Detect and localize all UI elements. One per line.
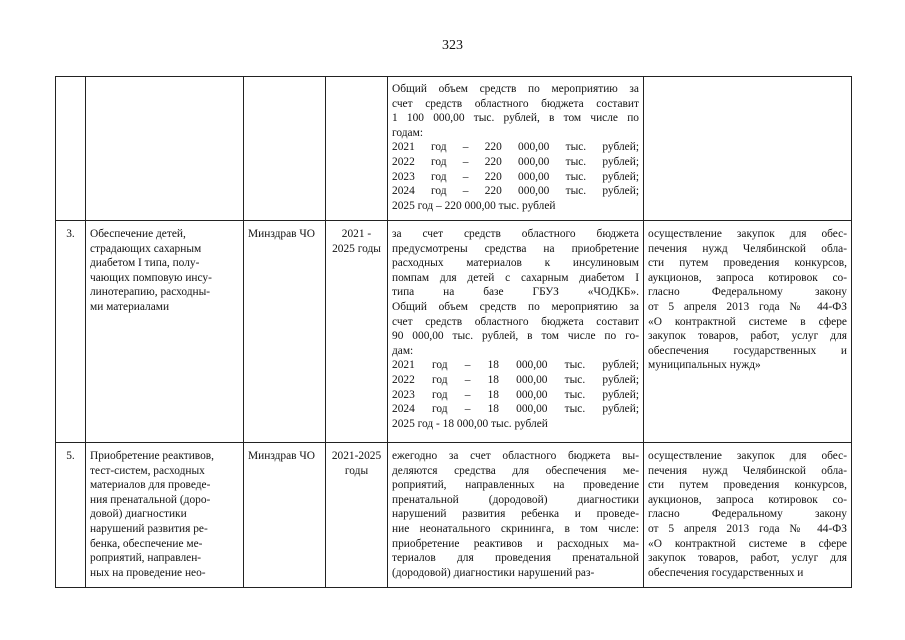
cell-text-line: ния пренатальной (доро- — [90, 493, 211, 506]
cell-text-line: «О контрактной системе в сфере — [648, 315, 847, 328]
cell-text-line: закупок товаров, работ, услуг для — [648, 552, 847, 565]
table-row — [56, 77, 852, 221]
cell-text-line: ных на проведение нео- — [90, 566, 206, 579]
measure-name-cell — [86, 77, 244, 221]
cell-text-line: бенка, обеспечение ме- — [90, 537, 203, 550]
cell-text-line: 2024 год – 220 000,00 тыс. рублей; — [392, 185, 639, 198]
cell-text-line: Общий объем средств по мероприятию за — [392, 300, 639, 313]
cell-text-line: Общий объем средств по мероприятию за — [392, 83, 639, 95]
cell-text-line: 2021 - — [341, 228, 372, 240]
description-cell — [388, 77, 644, 221]
cell-text-line: аукционов, запроса котировок со- — [648, 493, 847, 506]
cell-text-line: тест-систем, расходных — [90, 464, 205, 477]
cell-text-line: сти путем проведения конкурсов, — [648, 479, 847, 492]
period-cell — [326, 221, 388, 443]
cell-text-line: 2025 год – 220 000,00 тыс. рублей — [392, 199, 556, 212]
cell-text-line: обеспечения государственных и — [648, 566, 804, 579]
cell-text-line: роприятий, направлен- — [90, 552, 202, 565]
period-cell — [326, 443, 388, 588]
executor-cell: Минздрав ЧО — [244, 221, 326, 443]
row-number-cell: 3. — [56, 221, 86, 443]
cell-text-line: годы — [344, 464, 369, 477]
cell-text-line: ежегодно за счет областного бюджета вы- — [392, 450, 639, 462]
cell-text-line: 2025 год - 18 000,00 тыс. рублей — [392, 417, 548, 430]
measure-name-cell — [86, 443, 244, 588]
cell-text-line: закупок товаров, работ, услуг для — [648, 330, 847, 343]
executor-cell: Минздрав ЧО — [244, 443, 326, 588]
cell-text-line: обеспечения государственных и — [648, 344, 847, 357]
cell-text-line: расходных материалов к инсулиновым — [392, 257, 639, 270]
cell-text-line: ми материалами — [90, 300, 170, 313]
table-row — [56, 443, 852, 588]
measures-table — [55, 76, 852, 588]
cell-text-line: ние неонатального скрининга, в том числе: — [392, 522, 639, 535]
cell-text-line: счет средств областного бюджета составит — [392, 97, 639, 110]
cell-text-line: сти путем проведения конкурсов, — [648, 257, 847, 270]
cell-text-line: за счет средств областного бюджета — [392, 228, 639, 240]
cell-text-line: 2022 год – 18 000,00 тыс. рублей; — [392, 373, 639, 386]
executor-cell — [244, 77, 326, 221]
cell-text-line: 2021-2025 — [331, 450, 382, 462]
cell-text-line: от 5 апреля 2013 года № 44-ФЗ — [648, 522, 847, 535]
cell-text-line: нарушений развития ре- — [90, 522, 208, 535]
cell-text-line: страдающих сахарным — [90, 242, 202, 255]
cell-text-line: 1 100 000,00 тыс. рублей, в том числе по — [392, 112, 639, 125]
cell-text-line: материалов для проведе- — [90, 479, 211, 492]
description-cell — [388, 443, 644, 588]
cell-text-line: роприятий, направленных на проведение — [392, 479, 639, 492]
cell-text-line: помпам для детей с сахарным диабетом I — [392, 271, 639, 284]
cell-text-line: приобретение реактивов и расходных ма- — [392, 537, 639, 550]
cell-text-line: 2025 годы — [332, 242, 381, 255]
cell-text-line: 2024 год – 18 000,00 тыс. рублей; — [392, 403, 639, 416]
cell-text-line: 2021 год – 18 000,00 тыс. рублей; — [392, 359, 639, 372]
cell-text-line: линотерапию, расходны- — [90, 286, 211, 299]
cell-text-line: 2022 год – 220 000,00 тыс. рублей; — [392, 155, 639, 168]
cell-text-line: чающих помповую инсу- — [90, 271, 212, 284]
cell-text-line: довой) диагностики — [90, 508, 187, 521]
cell-text-line: осуществление закупок для обес- — [648, 450, 847, 462]
cell-text-line: печения нужд Челябинской обла- — [648, 464, 847, 477]
cell-text-line: 90 000,00 тыс. рублей, в том числе по го- — [392, 330, 639, 343]
cell-text-line: муниципальных нужд» — [648, 359, 761, 372]
cell-text-line: гласно Федеральному закону — [648, 508, 847, 521]
cell-text-line: осуществление закупок для обес- — [648, 228, 847, 240]
cell-text-line: «О контрактной системе в сфере — [648, 537, 847, 550]
cell-text-line: счет средств областного бюджета составит — [392, 315, 639, 328]
cell-text-line: от 5 апреля 2013 года № 44-ФЗ — [648, 300, 847, 313]
cell-text-line: Обеспечение детей, — [90, 228, 186, 240]
cell-text-line: деляются средства для обеспечения ме- — [392, 464, 639, 477]
table-row — [56, 221, 852, 443]
cell-text-line: гласно Федеральному закону — [648, 286, 847, 299]
mechanism-cell — [644, 77, 852, 221]
mechanism-cell — [644, 443, 852, 588]
description-cell — [388, 221, 644, 443]
row-number-cell: 5. — [56, 443, 86, 588]
measure-name-cell — [86, 221, 244, 443]
cell-text-line: предусмотрены средства на приобретение — [392, 242, 639, 255]
cell-text-line: 2023 год – 18 000,00 тыс. рублей; — [392, 388, 639, 401]
cell-text-line: Приобретение реактивов, — [90, 450, 215, 462]
cell-text-line: годам: — [392, 126, 423, 139]
cell-text-line: 2021 год – 220 000,00 тыс. рублей; — [392, 141, 639, 154]
cell-text-line: нарушений развития ребенка и проведе- — [392, 508, 639, 521]
cell-text-line: печения нужд Челябинской обла- — [648, 242, 847, 255]
cell-text-line: териалов для проведения пренатальной — [392, 552, 639, 565]
mechanism-cell — [644, 221, 852, 443]
period-cell — [326, 77, 388, 221]
cell-text-line: дам: — [392, 344, 414, 357]
cell-text-line: пренатальной (дородовой) диагностики — [392, 493, 639, 506]
cell-text-line: (дородовой) диагностики нарушений раз- — [392, 566, 595, 579]
page-number: 323 — [442, 38, 463, 53]
cell-text-line: аукционов, запроса котировок со- — [648, 271, 847, 284]
row-number-cell — [56, 77, 86, 221]
cell-text-line: 2023 год – 220 000,00 тыс. рублей; — [392, 170, 639, 183]
cell-text-line: диабетом I типа, полу- — [90, 257, 200, 270]
cell-text-line: типа на базе ГБУЗ «ЧОДКБ». — [392, 286, 639, 299]
